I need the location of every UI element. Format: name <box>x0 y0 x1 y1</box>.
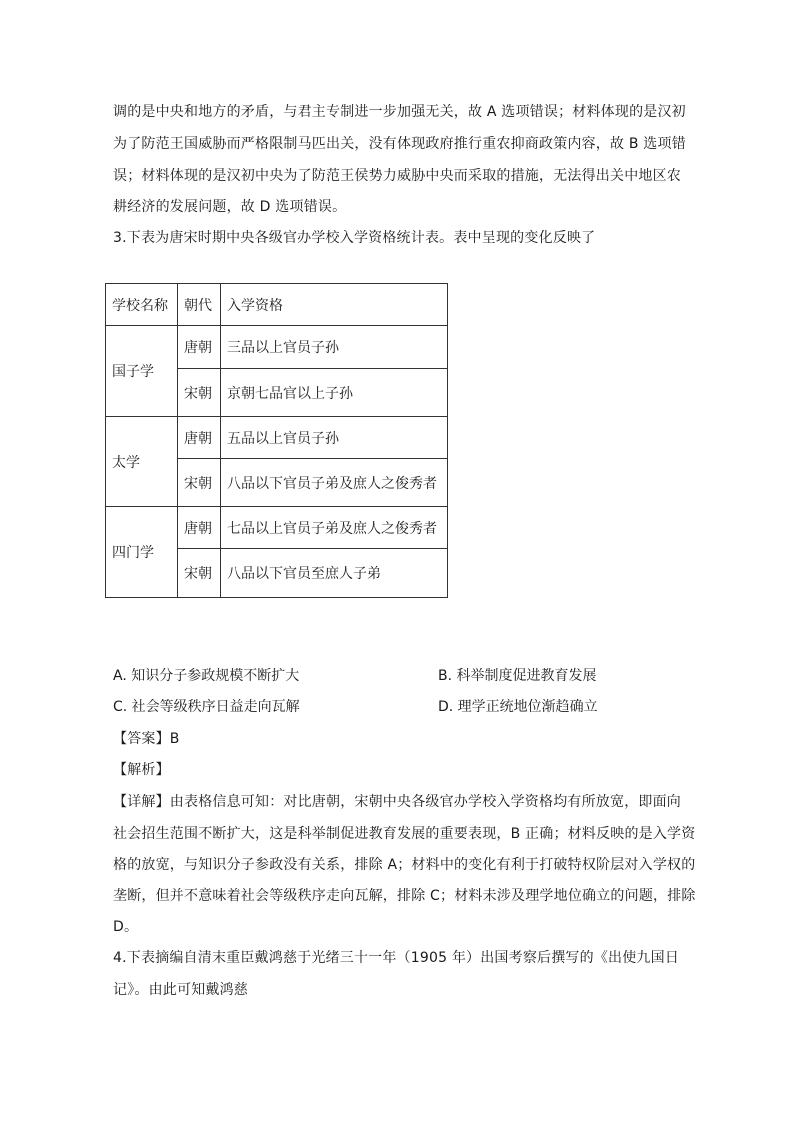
detail-line-4: 垄断，但并不意味着社会等级秩序走向瓦解，排除 C；材料未涉及理学地位确立的问题，排除 <box>113 888 696 904</box>
school-cell: 四门学 <box>106 507 178 598</box>
answer-label: 【答案】B <box>113 731 180 747</box>
dynasty-cell: 宋朝 <box>178 369 221 417</box>
requirement-cell: 七品以上官员子弟及庶人之俊秀者 <box>221 507 448 549</box>
requirement-cell: 八品以下官员子弟及庶人之俊秀者 <box>221 459 448 507</box>
detail-line-1: 【详解】由表格信息可知：对比唐朝，宋朝中央各级官办学校入学资格均有所放宽，即面向 <box>113 794 681 810</box>
table-header-row <box>106 284 448 326</box>
dynasty-cell: 宋朝 <box>178 549 221 598</box>
requirement-cell: 三品以上官员子孙 <box>221 326 448 369</box>
table-row <box>106 507 448 549</box>
school-cell: 太学 <box>106 417 178 507</box>
header-school: 学校名称 <box>106 284 178 326</box>
table-row <box>106 326 448 369</box>
dynasty-cell: 唐朝 <box>178 417 221 459</box>
detail-line-5: D。 <box>113 919 139 935</box>
intro-line-4: 耕经济的发展问题，故 D 选项错误。 <box>113 199 347 215</box>
school-cell: 国子学 <box>106 326 178 417</box>
requirement-cell: 五品以上官员子孙 <box>221 417 448 459</box>
enrollment-table <box>105 283 448 598</box>
choice-a: A. 知识分子参政规模不断扩大 <box>113 668 300 684</box>
dynasty-cell: 唐朝 <box>178 507 221 549</box>
intro-line-2: 为了防范王国威胁而严格限制马匹出关，没有体现政府推行重农抑商政策内容，故 B 选项错 <box>113 136 686 152</box>
dynasty-cell: 唐朝 <box>178 326 221 369</box>
detail-line-3: 格的放宽，与知识分子参政没有关系，排除 A；材料中的变化有利于打破特权阶层对入学权的 <box>113 857 696 873</box>
requirement-cell: 八品以下官员至庶人子弟 <box>221 549 448 598</box>
detail-line-2: 社会招生范围不断扩大，这是科举制促进教育发展的重要表现，B 正确；材料反映的是入学资 <box>113 826 696 842</box>
question-4-line-2: 记》。由此可知戴鸿慈 <box>113 982 248 998</box>
question-3-stem: 3.下表为唐宋时期中央各级官办学校入学资格统计表。表中呈现的变化反映了 <box>113 230 596 246</box>
header-requirement: 入学资格 <box>221 284 448 326</box>
choice-c: C. 社会等级秩序日益走向瓦解 <box>113 699 300 715</box>
analysis-label: 【解析】 <box>113 762 170 778</box>
choice-d: D. 理学正统地位渐趋确立 <box>438 699 598 715</box>
question-4-line-1: 4.下表摘编自清末重臣戴鸿慈于光绪三十一年（1905 年）出国考察后撰写的《出使九国日 <box>113 950 680 966</box>
intro-line-3: 误；材料体现的是汉初中央为了防范王侯势力威胁中央而采取的措施，无法得出关中地区农 <box>113 168 681 184</box>
requirement-cell: 京朝七品官以上子孙 <box>221 369 448 417</box>
dynasty-cell: 宋朝 <box>178 459 221 507</box>
intro-line-1: 调的是中央和地方的矛盾，与君主专制进一步加强无关，故 A 选项错误；材料体现的是汉初 <box>113 104 686 120</box>
header-dynasty: 朝代 <box>178 284 221 326</box>
choice-b: B. 科举制度促进教育发展 <box>438 668 597 684</box>
table-row <box>106 417 448 459</box>
